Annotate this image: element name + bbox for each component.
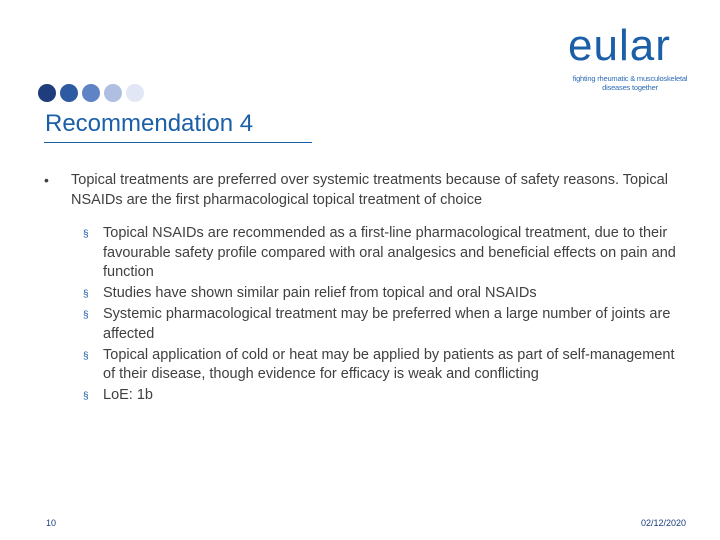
title-underline — [44, 142, 312, 143]
section-bullet-icon: § — [83, 391, 89, 402]
dot-4 — [104, 84, 122, 102]
eular-logo — [568, 21, 692, 92]
page-number: 10 — [46, 518, 57, 528]
sub-bullet-item — [81, 284, 681, 304]
sub-bullet-text: Topical NSAIDs are recommended as a first-line pharmacological treatment, due to their favourable safety profile compared with oral analgesics and beneficial effects on pain and function — [103, 225, 676, 280]
main-bullet-item — [44, 170, 694, 406]
sub-bullet-item — [81, 224, 681, 283]
section-bullet-icon: § — [83, 310, 89, 321]
dot-5 — [126, 84, 144, 102]
logo-tagline-2: diseases together — [602, 83, 658, 92]
sub-bullet-item — [81, 346, 681, 385]
decorative-dots — [38, 84, 144, 102]
main-bullet-text: Topical treatments are preferred over systemic treatments because of safety reasons. Topical NSAIDs are the first pharmacological topical treatment of choice — [71, 172, 668, 208]
sub-bullet-text: Topical application of cold or heat may be applied by patients as part of self-management of their disease, though evidence for efficacy is weak and conflicting — [103, 346, 675, 382]
logo-tagline-1: fighting rheumatic & musculoskeletal — [572, 74, 688, 83]
sub-bullet-item — [81, 386, 681, 406]
bullet-icon: • — [44, 172, 49, 188]
dot-2 — [60, 84, 78, 102]
sub-bullet-item — [81, 305, 681, 344]
sub-bullet-text: Systemic pharmacological treatment may be preferred when a large number of joints are affected — [103, 306, 671, 342]
dot-3 — [82, 84, 100, 102]
sub-bullet-list — [81, 224, 681, 406]
sub-bullet-text: Studies have shown similar pain relief from topical and oral NSAIDs — [103, 285, 537, 301]
dot-1 — [38, 84, 56, 102]
main-bullet-list — [44, 170, 694, 407]
slide-title: Recommendation 4 — [45, 110, 254, 137]
section-bullet-icon: § — [83, 350, 89, 362]
section-bullet-icon: § — [83, 229, 89, 240]
logo-wordmark: eular — [568, 21, 671, 70]
footer-date: 02/12/2020 — [640, 518, 686, 528]
section-bullet-icon: § — [83, 289, 89, 300]
sub-bullet-text: LoE: 1b — [103, 387, 153, 403]
